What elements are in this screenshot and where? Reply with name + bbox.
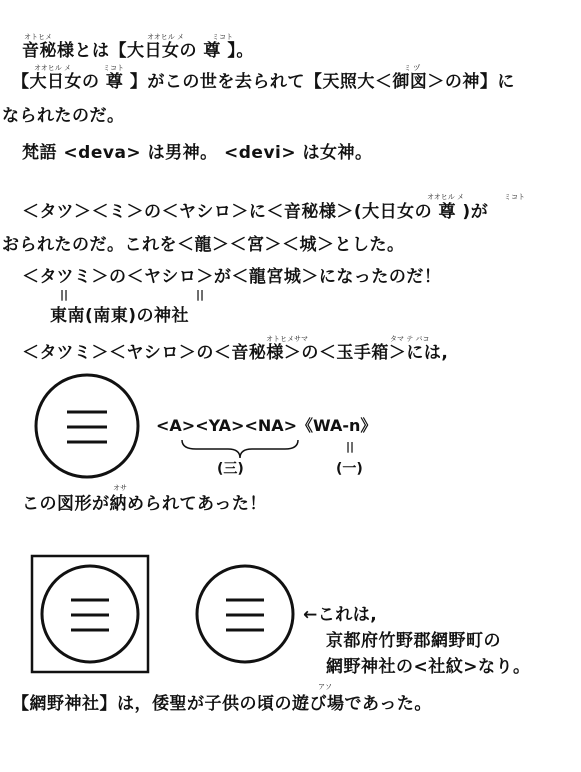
text-line-6: おられたのだ。これを＜龍＞＜宮＞＜城＞とした。 — [2, 235, 405, 255]
crest-note-line-2: 京都府竹野郡網野町の — [326, 631, 501, 651]
equals-mark-formula: || — [346, 440, 355, 453]
text-line-3: なられたのだ。 — [2, 106, 125, 126]
brace-under-formula — [182, 440, 298, 458]
ruby-otohimesama: オトヒメサマ — [266, 335, 308, 343]
crest-square-framed — [32, 556, 148, 672]
text-line-9: ＜タツミ＞＜ヤシロ＞の＜音秘様＞の＜玉手箱＞には, — [22, 343, 449, 363]
text-line-11: 【網野神社】は，倭聖が子供の頃の遊び場であった。 — [12, 694, 432, 714]
text-line-4: 梵語 <deva> は男神。 <devi> は女神。 — [22, 143, 373, 163]
group-one-label: (一) — [336, 461, 363, 477]
ruby-asu: アソ — [318, 683, 332, 691]
text-line-8: 東南(南東)の神社 — [50, 306, 190, 326]
equals-mark-right: || — [196, 288, 205, 301]
crest-circle-2 — [197, 566, 293, 662]
ruby-oohirume-2: オオヒル メ — [34, 64, 72, 72]
ruby-oohirume-3: オオヒル メ — [427, 193, 465, 201]
crest-circle-1 — [36, 375, 138, 477]
ruby-osa: オサ — [113, 484, 127, 492]
ruby-oohirume-1: オオヒル メ — [147, 33, 185, 41]
ruby-mikoto-2: ミコト — [103, 64, 124, 72]
ruby-tamatebako: タマ テ バコ — [390, 335, 430, 343]
group-three-label: (三) — [217, 461, 244, 477]
text-line-5: ＜タツ＞＜ミ＞の＜ヤシロ＞に＜音秘様＞(大日女の 尊 )が — [22, 202, 489, 222]
crest-note-line-3: 網野神社の<社紋>なり。 — [326, 657, 531, 677]
equals-mark-left: || — [60, 288, 69, 301]
formula-label: <A><YA><NA>《WA-n》 — [156, 416, 377, 435]
text-line-1: 音秘様とは【大日女の 尊 】。 — [22, 41, 254, 61]
text-line-7: ＜タツミ＞の＜ヤシロ＞が＜龍宮城＞になったのだ！ — [22, 267, 442, 287]
text-line-2: 【大日女の 尊 】がこの世を去られて【天照大＜御図＞の神】に — [12, 72, 515, 92]
ruby-mikoto-3: ミコト — [504, 193, 525, 201]
text-line-10: この図形が納められてあった！ — [22, 494, 267, 514]
ruby-mikoto-1: ミコト — [212, 33, 233, 41]
crest-note-arrow: ←これは, — [303, 605, 378, 625]
ruby-mizu: ミ ヅ — [404, 64, 421, 72]
ruby-otohime-1: オトヒメ — [24, 33, 52, 41]
